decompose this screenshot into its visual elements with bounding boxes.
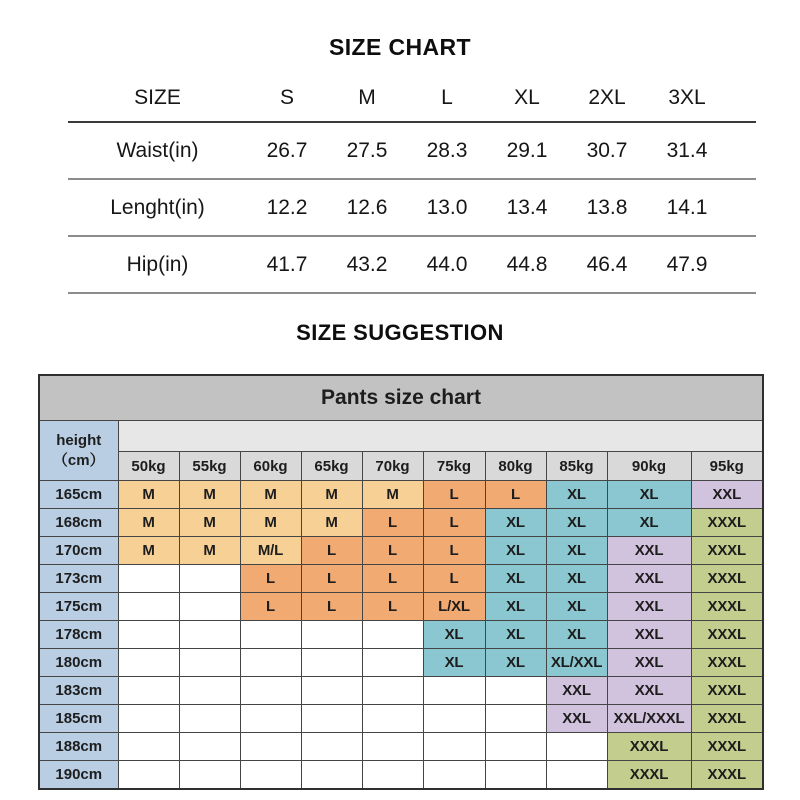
suggested-size-cell: XL/XXL [546,649,607,677]
measurement-row-label: Lenght(in) [110,195,205,219]
suggested-size-cell: L [301,565,362,593]
suggested-size-cell: XXL [607,593,691,621]
measurement-value: 27.5 [346,138,388,162]
suggested-size-cell [301,705,362,733]
height-row [39,509,763,537]
suggested-size-cell: XXXL [691,509,763,537]
suggested-size-cell: M/L [240,537,301,565]
corner-label-line2: （cm） [52,451,105,469]
suggested-size-cell [301,761,362,790]
suggested-size-cell: L [301,593,362,621]
suggested-size-cell: XXL [607,649,691,677]
suggested-size-cell: XXXL [691,733,763,761]
suggested-size-cell: XXXL [691,649,763,677]
measurement-corner-header: SIZE [134,86,181,109]
suggested-size-cell [118,593,179,621]
suggested-size-cell: M [118,481,179,509]
measurement-value: 30.7 [586,138,628,162]
measurement-value: 44.0 [426,252,468,276]
size-column-header: L [441,86,453,109]
suggested-size-cell [179,565,240,593]
suggested-size-cell: M [301,481,362,509]
suggested-size-cell [240,761,301,790]
height-row-label: 183cm [39,677,118,705]
suggested-size-cell [362,705,423,733]
suggested-size-cell [362,733,423,761]
suggested-size-cell: XXL [691,481,763,509]
pants-table-title: Pants size chart [39,375,763,421]
weight-header: 75kg [423,452,485,481]
suggested-size-cell [240,705,301,733]
height-row [39,621,763,649]
weight-header-row [39,452,763,481]
suggested-size-cell: XL [423,621,485,649]
measurement-value: 44.8 [506,252,548,276]
weight-header: 90kg [607,452,691,481]
measurement-value: 13.0 [426,195,468,219]
suggested-size-cell [179,705,240,733]
measurement-value: 26.7 [266,138,308,162]
suggested-size-cell: XXXL [691,705,763,733]
suggested-size-cell [301,677,362,705]
suggested-size-cell [301,621,362,649]
suggested-size-cell: XL [485,621,546,649]
weight-header: 60kg [240,452,301,481]
suggested-size-cell: M [301,509,362,537]
suggested-size-cell [423,677,485,705]
suggested-size-cell [118,565,179,593]
suggested-size-cell: XL [485,537,546,565]
weight-header-strip [118,421,763,452]
suggested-size-cell: M [179,481,240,509]
size-chart-title: SIZE CHART [329,34,471,60]
suggested-size-cell [179,649,240,677]
suggested-size-cell [423,733,485,761]
size-suggestion-title: SIZE SUGGESTION [296,320,504,345]
size-column-header: M [358,86,376,109]
suggested-size-cell [118,705,179,733]
suggested-size-cell [546,733,607,761]
suggested-size-cell: XXXL [691,677,763,705]
weight-header: 55kg [179,452,240,481]
measurement-row [68,237,756,294]
measurement-table [68,75,756,294]
measurement-row [68,123,756,180]
height-row [39,733,763,761]
height-row-label: 165cm [39,481,118,509]
suggested-size-cell: L [423,565,485,593]
suggested-size-cell [301,649,362,677]
suggested-size-cell [362,649,423,677]
suggested-size-cell: XL [546,481,607,509]
suggested-size-cell: XL [485,565,546,593]
suggested-size-cell: M [240,509,301,537]
suggested-size-cell: XXL [607,537,691,565]
height-row [39,593,763,621]
suggested-size-cell: XXL [607,621,691,649]
measurement-value: 41.7 [266,252,308,276]
suggested-size-cell: M [118,537,179,565]
suggested-size-cell: M [240,481,301,509]
suggested-size-cell: XL [546,509,607,537]
height-row [39,761,763,790]
measurement-value: 43.2 [346,252,388,276]
suggested-size-cell: XL [546,565,607,593]
suggested-size-cell: XL [485,509,546,537]
suggested-size-cell [240,621,301,649]
size-column-header: S [279,86,294,109]
suggested-size-cell: L [423,537,485,565]
measurement-value: 31.4 [666,138,708,162]
measurement-value: 13.4 [506,195,548,219]
suggested-size-cell [118,621,179,649]
suggested-size-cell [485,733,546,761]
measurement-row [68,180,756,237]
suggested-size-cell: M [179,537,240,565]
suggested-size-cell: XXXL [607,761,691,790]
height-row [39,677,763,705]
measurement-value: 14.1 [666,195,708,219]
measurement-value: 28.3 [426,138,468,162]
suggested-size-cell [240,649,301,677]
suggested-size-cell: L [485,481,546,509]
suggested-size-cell: M [118,509,179,537]
height-row [39,565,763,593]
weight-header: 50kg [118,452,179,481]
weight-header: 80kg [485,452,546,481]
suggested-size-cell [423,761,485,790]
suggested-size-cell [179,677,240,705]
suggested-size-cell: XL [485,593,546,621]
weight-header: 70kg [362,452,423,481]
suggested-size-cell: XXXL [691,761,763,790]
suggested-size-cell: XXXL [691,537,763,565]
height-row [39,705,763,733]
suggested-size-cell [118,677,179,705]
suggested-size-cell [362,621,423,649]
suggested-size-cell: XXL [607,565,691,593]
size-column-header: 3XL [668,86,706,109]
measurement-value: 46.4 [586,252,628,276]
measurement-value: 47.9 [666,252,708,276]
measurement-value: 29.1 [506,138,548,162]
suggested-size-cell: XL [607,481,691,509]
suggested-size-cell: XXXL [691,565,763,593]
measurement-row-label: Hip(in) [126,252,189,276]
measurement-header-row [68,75,756,123]
height-row-label: 180cm [39,649,118,677]
suggested-size-cell [118,649,179,677]
weight-header: 85kg [546,452,607,481]
height-row [39,481,763,509]
suggested-size-cell [118,733,179,761]
suggested-size-cell: L [423,509,485,537]
suggested-size-cell [179,761,240,790]
suggested-size-cell: M [362,481,423,509]
height-row-label: 175cm [39,593,118,621]
suggested-size-cell [240,733,301,761]
suggested-size-cell [179,733,240,761]
suggested-size-cell: XXL [607,677,691,705]
suggested-size-cell [240,677,301,705]
suggested-size-cell [485,677,546,705]
suggested-size-cell: L [301,537,362,565]
weight-header: 95kg [691,452,763,481]
measurement-value: 12.2 [266,195,308,219]
suggested-size-cell: XXL [546,705,607,733]
suggested-size-cell: XL [485,649,546,677]
suggested-size-cell: L [362,565,423,593]
weight-header: 65kg [301,452,362,481]
suggested-size-cell [485,705,546,733]
suggested-size-cell [301,733,362,761]
suggested-size-cell: L [362,509,423,537]
measurement-row-label: Waist(in) [116,138,199,162]
suggested-size-cell [362,761,423,790]
suggested-size-cell: XXL [546,677,607,705]
suggested-size-cell [546,761,607,790]
suggested-size-cell [362,677,423,705]
height-row-label: 185cm [39,705,118,733]
suggested-size-cell: XXXL [691,593,763,621]
pants-size-chart-table [38,374,764,790]
suggested-size-cell: XL [546,537,607,565]
suggested-size-cell: XXXL [691,621,763,649]
height-row-label: 190cm [39,761,118,790]
height-row-label: 168cm [39,509,118,537]
suggested-size-cell [179,593,240,621]
corner-label-line1: height [56,432,102,449]
height-row-label: 188cm [39,733,118,761]
suggested-size-cell: L [362,593,423,621]
suggested-size-cell: L [240,565,301,593]
size-column-header: 2XL [588,86,626,109]
suggested-size-cell: XL [607,509,691,537]
height-row-label: 170cm [39,537,118,565]
suggested-size-cell [485,761,546,790]
measurement-value: 13.8 [586,195,628,219]
suggested-size-cell [423,705,485,733]
suggested-size-cell: XXXL [607,733,691,761]
suggested-size-cell [118,761,179,790]
suggested-size-cell: XL [546,593,607,621]
suggested-size-cell [179,621,240,649]
suggested-size-cell: XL [423,649,485,677]
height-row-label: 178cm [39,621,118,649]
height-row [39,649,763,677]
measurement-value: 12.6 [346,195,388,219]
height-row [39,537,763,565]
suggested-size-cell: XXL/XXXL [607,705,691,733]
suggested-size-cell: L [423,481,485,509]
suggested-size-cell: L [240,593,301,621]
size-column-header: XL [514,86,540,109]
suggested-size-cell: XL [546,621,607,649]
suggested-size-cell: L [362,537,423,565]
suggested-size-cell: L/XL [423,593,485,621]
height-cm-corner-label [39,421,118,481]
suggested-size-cell: M [179,509,240,537]
height-row-label: 173cm [39,565,118,593]
